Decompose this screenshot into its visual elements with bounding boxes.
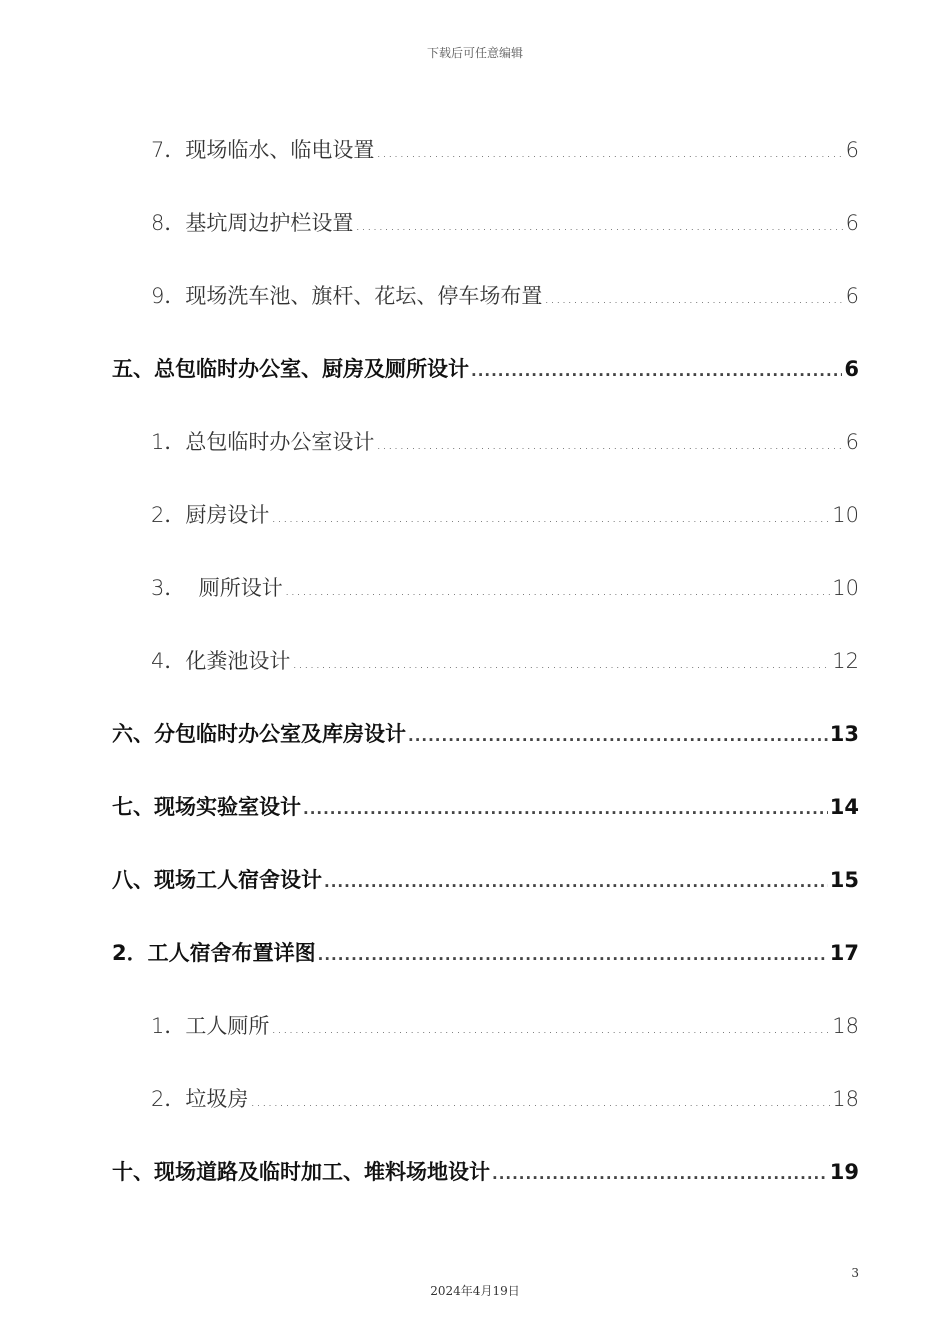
page-number: 3 [851, 1266, 859, 1280]
toc-entry-page: 6 [844, 357, 859, 381]
toc-leader-dots [292, 639, 830, 687]
toc-entry[interactable] [112, 345, 859, 418]
toc-entry[interactable] [112, 710, 859, 783]
toc-entry-page: 18 [832, 1014, 859, 1038]
toc-entry[interactable] [112, 856, 859, 929]
toc-entry-page: 6 [845, 284, 859, 308]
toc-entry-title: 3． 厕所设计 [151, 576, 283, 600]
toc-entry-title: 七、现场实验室设计 [112, 795, 301, 819]
toc-entry-page: 14 [829, 795, 859, 819]
toc-entry-title: 1．工人厕所 [151, 1014, 270, 1038]
toc-leader-dots [318, 931, 828, 979]
toc-entry-page: 18 [832, 1087, 859, 1111]
toc-leader-dots [376, 420, 843, 468]
toc-entry-title: 7．现场临水、临电设置 [151, 138, 375, 162]
table-of-contents [112, 126, 859, 1221]
toc-entry-page: 6 [845, 138, 859, 162]
toc-entry-title: 2．垃圾房 [151, 1087, 249, 1111]
toc-entry[interactable] [112, 1148, 859, 1221]
toc-entry-page: 12 [832, 649, 859, 673]
toc-entry-title: 9．现场洗车池、旗杆、花坛、停车场布置 [151, 284, 543, 308]
toc-entry[interactable] [112, 126, 859, 199]
toc-entry[interactable] [112, 637, 859, 710]
toc-entry[interactable] [112, 199, 859, 272]
toc-entry-page: 19 [829, 1160, 859, 1184]
toc-leader-dots [285, 566, 831, 614]
toc-entry[interactable] [112, 1002, 859, 1075]
toc-leader-dots [303, 785, 828, 833]
page-header: 下载后可任意编辑 [426, 46, 523, 60]
toc-entry-title: 2．厨房设计 [151, 503, 270, 527]
toc-leader-dots [492, 1150, 828, 1198]
toc-leader-dots [324, 858, 828, 906]
toc-leader-dots [408, 712, 828, 760]
toc-entry-page: 6 [845, 430, 859, 454]
toc-entry-title: 1．总包临时办公室设计 [151, 430, 375, 454]
toc-leader-dots [376, 128, 843, 176]
toc-entry-title: 五、总包临时办公室、厨房及厕所设计 [112, 357, 469, 381]
toc-entry-page: 15 [829, 868, 859, 892]
toc-entry[interactable] [112, 783, 859, 856]
toc-leader-dots [471, 347, 842, 395]
toc-entry[interactable] [112, 564, 859, 637]
toc-entry[interactable] [112, 929, 859, 1002]
toc-leader-dots [544, 274, 843, 322]
toc-leader-dots [271, 493, 830, 541]
toc-entry[interactable] [112, 1075, 859, 1148]
toc-entry-page: 10 [832, 576, 859, 600]
toc-entry-page: 13 [829, 722, 859, 746]
toc-entry-title: 八、现场工人宿舍设计 [112, 868, 322, 892]
toc-entry[interactable] [112, 491, 859, 564]
toc-entry[interactable] [112, 418, 859, 491]
toc-entry-title: 六、分包临时办公室及库房设计 [112, 722, 406, 746]
toc-entry-page: 17 [829, 941, 859, 965]
toc-entry-page: 6 [845, 211, 859, 235]
toc-leader-dots [250, 1077, 830, 1125]
toc-entry-page: 10 [832, 503, 859, 527]
toc-leader-dots [355, 201, 843, 249]
toc-leader-dots [271, 1004, 830, 1052]
toc-entry[interactable] [112, 272, 859, 345]
page-footer-date: 2024年4月19日 [430, 1284, 520, 1298]
toc-entry-title: 十、现场道路及临时加工、堆料场地设计 [112, 1160, 490, 1184]
toc-entry-title: 4．化粪池设计 [151, 649, 291, 673]
toc-entry-title: 2．工人宿舍布置详图 [112, 941, 316, 965]
toc-entry-title: 8．基坑周边护栏设置 [151, 211, 354, 235]
